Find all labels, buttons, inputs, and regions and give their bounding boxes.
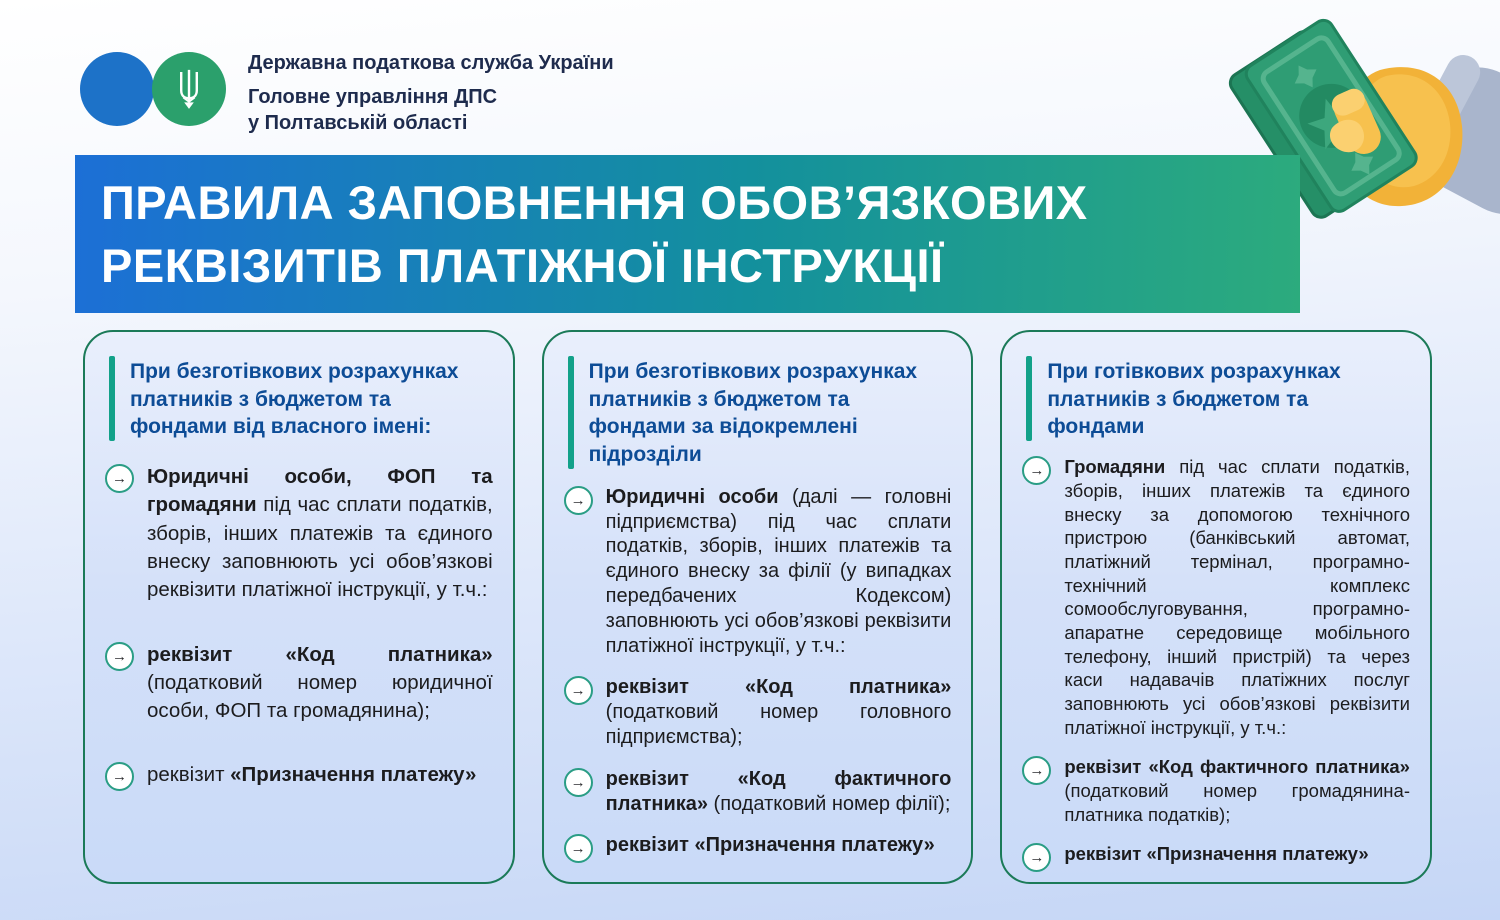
card-heading: При готівкових розрахунках платників з бюджетом та фондами <box>1047 360 1341 439</box>
brand-header <box>80 52 614 136</box>
arrow-right-icon: → <box>1022 843 1051 872</box>
bullet-list <box>103 463 493 791</box>
logo-blue-circle <box>80 52 154 126</box>
card-cash-payments <box>1000 330 1432 884</box>
org-name: Державна податкова служба України <box>248 52 614 74</box>
bullet-text: реквізит «Код платника» (податковий номер головного підприємства); <box>605 676 952 749</box>
org-name-block <box>248 52 614 136</box>
logo-green-circle <box>152 52 226 126</box>
list-item <box>105 641 493 726</box>
page-title-line1: ПРАВИЛА ЗАПОВНЕННЯ ОБОВ’ЯЗКОВИХ <box>101 176 1088 229</box>
card-cashless-own-name <box>83 330 515 884</box>
bullet-text: реквізит «Код фактичного платника» (податковий номер громадянина-платника податків); <box>1064 756 1410 825</box>
arrow-right-icon: → <box>564 768 593 797</box>
arrow-right-icon: → <box>105 762 134 791</box>
bullet-text: Юридичні особи (далі — головні підприємства) під час сплати податків, зборів, інших платежів та єдиного внеску за філії (у випадках передбачених Кодексом) заповнюють усі обов’язкові реквізити платіжної інструкції, у т.ч.: <box>605 485 952 657</box>
cards-section <box>83 330 1432 884</box>
org-division-line2: у Полтавській області <box>248 112 468 134</box>
list-item <box>564 833 952 863</box>
trident-icon <box>172 66 206 112</box>
list-item <box>1022 842 1410 872</box>
title-banner <box>75 155 1300 313</box>
card-accent-bar <box>109 356 115 441</box>
org-division-line1: Головне управління ДПС <box>248 86 498 108</box>
arrow-right-icon: → <box>564 834 593 863</box>
bullet-text: Громадяни під час сплати податків, зборів, інших платежів та єдиного внеску за допомогою технічного пристрою (банківський автомат, платіжний термінал, програмно-технічний комплекс сомообслуговування, програмно-апаратне середовище мобільного телефону, інший пристрій) та через каси надавачів платіжних послуг заповнюють усі обов’язкові реквізити платіжної інструкції, у т.ч.: <box>1064 456 1410 738</box>
bullet-text: реквізит «Призначення платежу» <box>147 763 477 787</box>
arrow-right-icon: → <box>564 486 593 515</box>
list-item <box>564 767 952 817</box>
card-heading: При безготівкових розрахунках платників з бюджетом та фондами за відокремлені підрозділи <box>588 360 918 467</box>
bullet-text: Юридичні особи, ФОП та громадяни під час сплати податків, зборів, інших платежів та єдиного внеску заповнюють усі обов’язкові реквізити платіжної інструкції, у т.ч.: <box>147 465 493 602</box>
card-header <box>562 356 952 469</box>
bullet-text: реквізит «Код платника» (податковий номер юридичної особи, ФОП та громадянина); <box>147 642 493 723</box>
bullet-list <box>562 485 952 864</box>
arrow-right-icon: → <box>564 676 593 705</box>
arrow-right-icon: → <box>1022 456 1051 485</box>
bullet-text: реквізит «Призначення платежу» <box>1064 843 1369 865</box>
page-title-line2: РЕКВІЗИТІВ ПЛАТІЖНОЇ ІНСТРУКЦІЇ <box>101 239 944 292</box>
card-header <box>103 356 493 441</box>
card-heading: При безготівкових розрахунках платників з бюджетом та фондами від власного імені: <box>130 360 459 439</box>
list-item <box>564 675 952 749</box>
list-item <box>564 485 952 659</box>
card-accent-bar <box>1026 356 1032 441</box>
card-accent-bar <box>568 356 574 469</box>
bullet-text: реквізит «Призначення платежу» <box>605 834 935 857</box>
card-cashless-separate-units <box>542 330 974 884</box>
tax-service-logo <box>80 52 226 126</box>
list-item <box>105 463 493 604</box>
card-header <box>1020 356 1410 441</box>
bullet-list <box>1020 455 1410 872</box>
list-item <box>1022 755 1410 826</box>
bullet-text: реквізит «Код фактичного платника» (податковий номер філії); <box>605 767 952 815</box>
list-item <box>105 761 493 791</box>
arrow-right-icon: → <box>105 464 134 493</box>
arrow-right-icon: → <box>1022 756 1051 785</box>
arrow-right-icon: → <box>105 642 134 671</box>
list-item <box>1022 455 1410 739</box>
